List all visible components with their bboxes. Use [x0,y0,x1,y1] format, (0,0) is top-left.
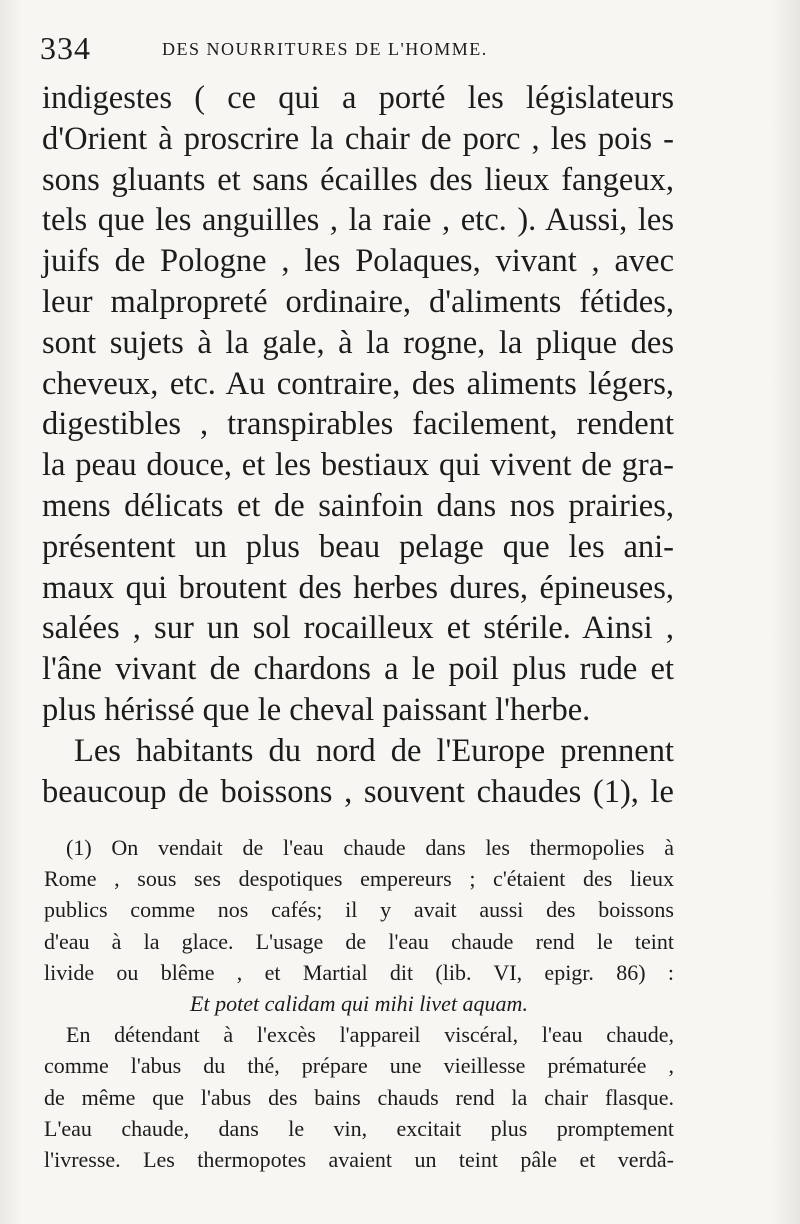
footnote-line: d'eau à la glace. L'usage de l'eau chaude rend le teint [44,928,674,954]
footnote-quote: Et potet calidam qui mihi livet aquam. [190,991,528,1017]
footnote-line: de même que l'abus des bains chauds rend la chair flasque. [44,1084,674,1110]
text-line: présentent un plus beau pelage que les ani- [42,528,674,565]
footnote-line: Rome , sous ses despotiques empereurs ; c'étaient des lieux [44,866,674,892]
page-number: 334 [40,30,91,66]
text-line: digestibles , transpirables facilement, rendent [42,406,674,443]
text-line: la peau douce, et les bestiaux qui vivent de gra- [42,447,674,484]
text-line: cheveux, etc. Au contraire, des aliments légers, [42,365,674,402]
text-line: Les habitants du nord de l'Europe prennent [74,732,674,769]
text-line: leur malpropreté ordinaire, d'aliments fétides, [42,283,674,320]
footnote-line: l'ivresse. Les thermopotes avaient un teint pâle et verdâ- [44,1147,674,1173]
text-line: plus hérissé que le cheval paissant l'herbe. [42,691,591,728]
text-line: tels que les anguilles , la raie , etc. ). Aussi, les [42,202,674,239]
footnote-line: (1) On vendait de l'eau chaude dans les thermopolies à [66,835,674,860]
text-line: salées , sur un sol rocailleux et stérile. Ainsi , [42,610,674,647]
text-line: beaucoup de boissons , souvent chaudes (1), le [42,773,674,810]
text-line: mens délicats et de sainfoin dans nos prairies, [42,487,674,524]
footnote [44,832,674,1175]
footnote-line: livide ou blême , et Martial dit (lib. VI, epigr. 86) : [44,959,674,985]
footnote-line: L'eau chaude, dans le vin, excitait plus promptement [44,1115,674,1141]
text-line: juifs de Pologne , les Polaques, vivant , avec [42,243,674,280]
text-line: d'Orient à proscrire la chair de porc , les pois - [42,120,674,157]
page-header [40,30,700,70]
text-line: indigestes ( ce qui a porté les législateurs [42,80,674,116]
running-head: DES NOURRITURES DE L'HOMME. [162,39,488,59]
footnote-line: comme l'abus du thé, prépare une vieillesse prématurée , [44,1053,674,1079]
footnote-line: En détendant à l'excès l'appareil viscéral, l'eau chaude, [66,1022,674,1048]
text-line: sont sujets à la gale, à la rogne, la plique des [42,324,674,361]
text-line: sons gluants et sans écailles des lieux fangeux, [42,161,674,198]
main-text [42,78,674,812]
footnote-line: publics comme nos cafés; il y avait aussi des boissons [44,897,674,923]
text-line: l'âne vivant de chardons a le poil plus rude et [42,651,674,688]
text-line: maux qui broutent des herbes dures, épineuses, [42,569,674,606]
